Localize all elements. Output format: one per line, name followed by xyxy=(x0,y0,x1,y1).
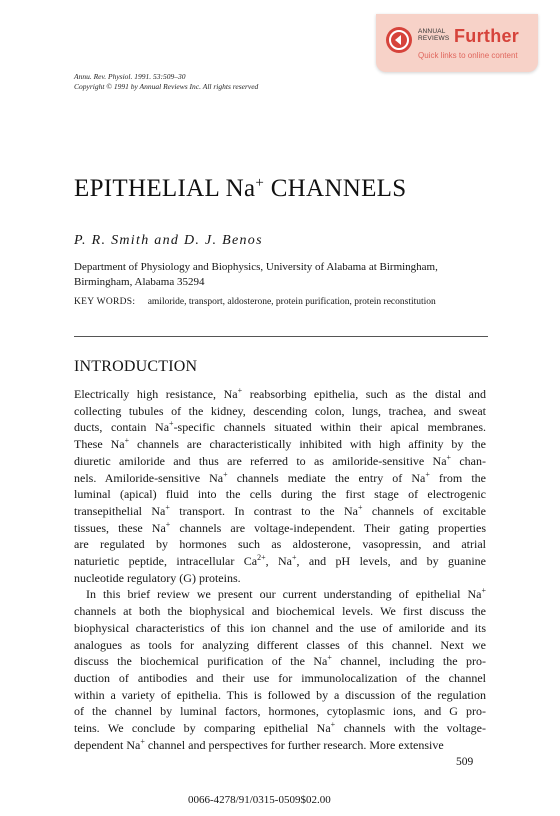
body-line xyxy=(74,620,486,637)
superscript: + xyxy=(446,452,452,462)
play-arrow-icon xyxy=(386,27,412,53)
text-run: Electrically high resistance, Na xyxy=(74,387,238,401)
annual-reviews-further-badge[interactable] xyxy=(376,14,538,72)
text-run: channels of excitable xyxy=(362,503,486,518)
body-line xyxy=(74,486,486,503)
superscript: + xyxy=(223,469,228,479)
text-run: , and pH levels, and by guanine xyxy=(296,554,487,569)
citation-line1: Annu. Rev. Physiol. 1991. 53:509–30 xyxy=(74,72,186,81)
body-line xyxy=(74,453,486,470)
body-line xyxy=(74,536,486,553)
badge-subtitle[interactable]: Quick links to online content xyxy=(418,51,518,60)
body-line xyxy=(74,419,486,436)
superscript: + xyxy=(291,553,297,563)
text-run: transepithelial Na xyxy=(74,503,166,518)
text-run: analogues as tools for analyzing different classes of this channel. Next we xyxy=(74,637,486,652)
text-run: channels with the voltage- xyxy=(335,721,486,736)
footer-code: 0066-4278/91/0315-0509$02.00 xyxy=(188,794,331,806)
body-line xyxy=(74,703,486,720)
text-run: transport. In contrast to the Na xyxy=(169,503,358,518)
title-superscript: + xyxy=(255,175,265,191)
body-line xyxy=(74,586,486,603)
superscript: + xyxy=(124,436,130,446)
text-run: diuretic amiloride and thus are referred to as amiloride-sensitive Na xyxy=(74,453,447,468)
badge-line2: REVIEWS xyxy=(418,35,450,42)
text-run: In this brief review we present our current understanding of epithelial Na xyxy=(86,587,482,602)
title-end: CHANNELS xyxy=(264,175,407,202)
body-line xyxy=(74,670,486,687)
text-run: biophysical characteristics of this ion channel and the use of amiloride and its xyxy=(74,620,486,635)
badge-further-label: Further xyxy=(454,26,520,46)
article-title xyxy=(74,175,406,203)
superscript: + xyxy=(481,586,486,596)
text-run: channels mediate the entry of Na xyxy=(227,470,426,485)
body-line xyxy=(74,403,486,420)
text-run: naturietic peptide, intracellular Ca xyxy=(74,554,258,569)
body-line xyxy=(74,720,486,737)
text-run: channels are characteristically inhibited with high affinity by the xyxy=(129,437,486,452)
text-run: within a variety of epithelia. This is followed by a discussion of the regulation xyxy=(74,687,486,702)
text-run: ducts, contain Na xyxy=(74,420,170,435)
text-run: duction of antibodies and their use for immunolocalization of the channel xyxy=(74,670,486,685)
text-run: chan- xyxy=(451,453,486,468)
text-run: luminal (apical) fluid into the cells during the first stage of electrogenic xyxy=(74,487,486,502)
text-run: channels at both the biophysical and biochemical levels. We first discuss the xyxy=(74,604,486,619)
text-run: tissues, these Na xyxy=(74,520,166,535)
citation-block xyxy=(74,72,258,92)
text-run: discuss the biochemical purification of the Na xyxy=(74,654,328,669)
body-line xyxy=(74,687,486,704)
body-line xyxy=(74,570,486,587)
superscript: 2+ xyxy=(257,553,266,563)
body-line xyxy=(74,503,486,520)
superscript: + xyxy=(237,386,243,395)
divider-rule xyxy=(74,336,488,337)
text-run: , Na xyxy=(265,554,292,569)
section-heading: INTRODUCTION xyxy=(74,358,198,375)
body-line xyxy=(74,553,486,570)
text-run: dependent Na xyxy=(74,737,141,752)
keywords xyxy=(74,297,436,307)
keywords-label: KEY WORDS: xyxy=(74,297,136,307)
superscript: + xyxy=(165,519,171,529)
text-run: reabsorbing epithelia, such as the distal and xyxy=(242,387,486,401)
text-run: -specific channels situated within their apical membranes. xyxy=(173,420,486,435)
page-number: 509 xyxy=(456,756,474,768)
body-text xyxy=(74,386,486,753)
text-run: collecting tubules of the kidney, descending colon, lungs, trachea, and sweat xyxy=(74,403,486,418)
citation-line2: Copyright © 1991 by Annual Reviews Inc. All rights reserved xyxy=(74,82,259,91)
affiliation: Department of Physiology and Biophysics, University of Alabama at Birmingham, Birmingham, Alabama 35294 xyxy=(74,261,438,288)
text-run: nucleotide regulatory (G) proteins. xyxy=(74,570,241,585)
body-line xyxy=(74,603,486,620)
superscript: + xyxy=(357,502,363,512)
superscript: + xyxy=(425,469,430,479)
superscript: + xyxy=(140,736,145,746)
superscript: + xyxy=(165,502,170,512)
text-run: are regulated by hormones such as aldosterone, vasopressin, and atrial xyxy=(74,537,486,552)
body-line xyxy=(74,386,486,403)
body-line xyxy=(74,737,486,754)
title-main: EPITHELIAL Na xyxy=(74,175,256,202)
superscript: + xyxy=(330,720,336,730)
text-run: channel, including the pro- xyxy=(331,654,486,669)
text-run: channel and perspectives for further research. More extensive xyxy=(144,737,444,752)
badge-line1: ANNUAL xyxy=(418,28,446,35)
keywords-list: amiloride, transport, aldosterone, protein purification, protein reconstitution xyxy=(147,297,436,307)
text-run: of the channel by luminal factors, hormones, cytoplasmic ions, and G pro- xyxy=(74,704,486,719)
body-line xyxy=(74,520,486,537)
text-run: teins. We conclude by comparing epithelial Na xyxy=(74,721,331,736)
body-line xyxy=(74,436,486,453)
text-run: channels are voltage-independent. Their gating properties xyxy=(170,520,486,535)
body-line xyxy=(74,637,486,654)
text-run: from the xyxy=(429,470,486,485)
annual-reviews-logo-text xyxy=(418,28,449,42)
superscript: + xyxy=(169,419,174,429)
text-run: These Na xyxy=(74,437,125,452)
authors: P. R. Smith and D. J. Benos xyxy=(74,233,263,248)
body-line xyxy=(74,470,486,487)
text-run: nels. Amiloride-sensitive Na xyxy=(74,470,224,485)
superscript: + xyxy=(327,653,332,663)
body-line xyxy=(74,653,486,670)
